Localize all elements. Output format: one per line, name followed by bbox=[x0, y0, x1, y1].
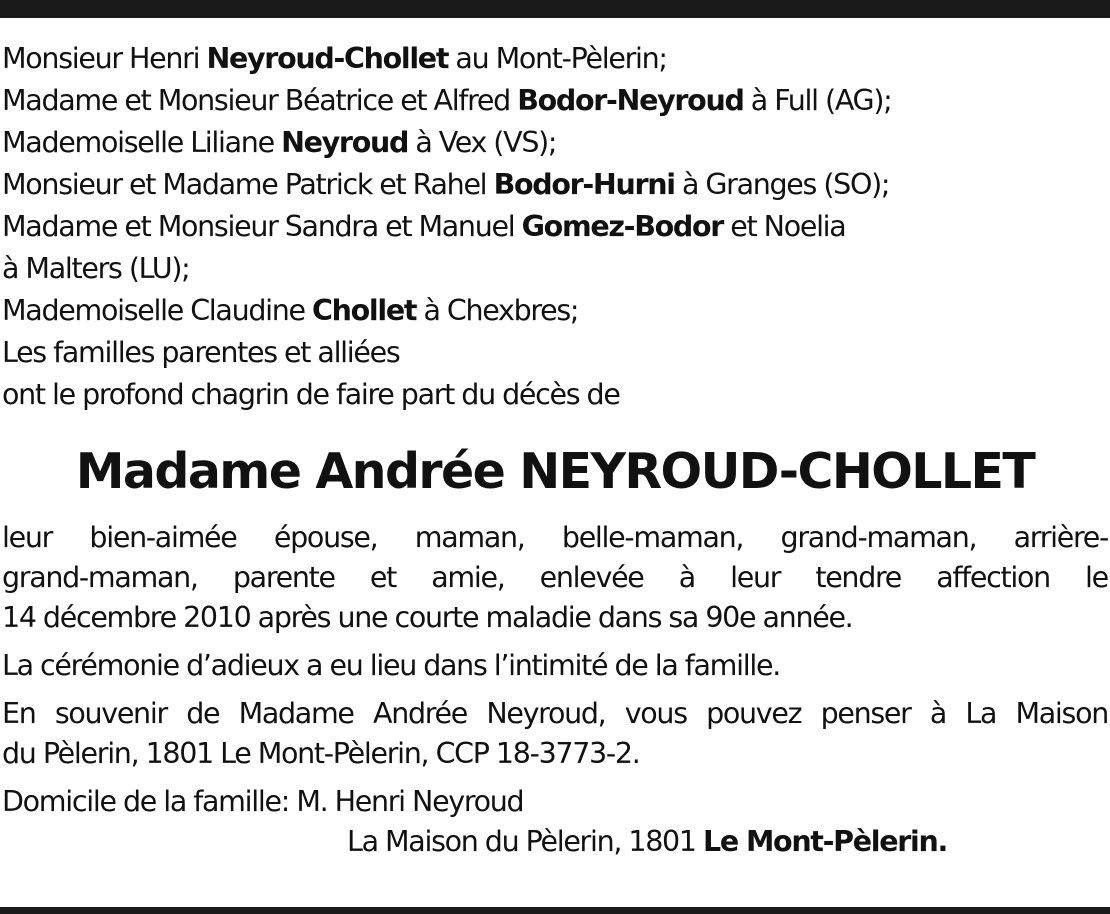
family-line-1 bbox=[2, 38, 1108, 80]
family-line-7-text: Mademoiselle Claudine bbox=[2, 294, 313, 327]
word: épouse, bbox=[273, 521, 378, 554]
family-line-2-text: Madame et Monsieur Béatrice et Alfred bbox=[2, 84, 518, 117]
family-line-5 bbox=[2, 206, 1108, 248]
family-line-1-location: au Mont-Pèlerin; bbox=[448, 42, 667, 75]
word: maman, bbox=[414, 521, 525, 554]
obituary-notice bbox=[2, 38, 1108, 862]
tribute-line-3: 14 décembre 2010 après une courte maladie dans sa 90e année. bbox=[2, 601, 853, 634]
word: Andrée bbox=[373, 697, 468, 730]
family-line-4-location: à Granges (SO); bbox=[674, 168, 890, 201]
family-line-6 bbox=[2, 248, 1108, 290]
word: souvenir bbox=[54, 697, 167, 730]
word: à bbox=[678, 561, 695, 594]
word: le bbox=[1085, 561, 1108, 594]
domicile-address: La Maison du Pèlerin, 1801 bbox=[347, 825, 703, 858]
word: grand-maman, bbox=[780, 521, 977, 554]
family-line-9 bbox=[2, 374, 1108, 416]
word: parente bbox=[232, 561, 335, 594]
domicile-line-1 bbox=[2, 782, 1108, 822]
word: Neyroud, bbox=[486, 697, 606, 730]
family-line-5-surname: Gomez-Bodor bbox=[521, 210, 724, 243]
tribute-paragraph bbox=[2, 518, 1108, 638]
word: bien-aimée bbox=[89, 521, 237, 554]
word: grand-maman, bbox=[2, 561, 198, 594]
family-line-3-surname: Neyroud bbox=[281, 126, 409, 159]
family-line-1-surname: Neyroud-Chollet bbox=[206, 42, 449, 75]
word: pouvez bbox=[706, 697, 802, 730]
top-border-rule bbox=[0, 0, 1110, 18]
family-line-7-location: à Chexbres; bbox=[416, 294, 579, 327]
word: leur bbox=[2, 521, 53, 554]
memorial-line-2: du Pèlerin, 1801 Le Mont-Pèlerin, CCP 18-3773-2. bbox=[2, 737, 640, 770]
bottom-border-rule bbox=[0, 907, 1110, 914]
family-line-3 bbox=[2, 122, 1108, 164]
word: à bbox=[929, 697, 947, 730]
word: et bbox=[369, 561, 397, 594]
word: de bbox=[186, 697, 220, 730]
word: tendre bbox=[815, 561, 902, 594]
domicile-contact-name: M. Henri Neyroud bbox=[296, 785, 524, 818]
family-line-3-text: Mademoiselle Liliane bbox=[2, 126, 282, 159]
family-line-4 bbox=[2, 164, 1108, 206]
ceremony-paragraph bbox=[2, 646, 1108, 686]
word: penser bbox=[820, 697, 911, 730]
domicile-locality: Le Mont-Pèlerin. bbox=[702, 825, 948, 858]
domicile-label: Domicile de la famille: bbox=[2, 785, 297, 818]
memorial-paragraph bbox=[2, 694, 1108, 774]
word: Maison bbox=[1015, 697, 1108, 730]
family-line-1-text: Monsieur Henri bbox=[2, 42, 207, 75]
tribute-line-2 bbox=[2, 558, 1108, 598]
family-domicile bbox=[2, 782, 1108, 862]
word: enlevée bbox=[539, 561, 644, 594]
family-line-9-text: ont le profond chagrin de faire part du décès de bbox=[2, 378, 620, 411]
family-line-4-surname: Bodor-Hurni bbox=[493, 168, 675, 201]
word: belle-maman, bbox=[561, 521, 744, 554]
family-line-2-location: à Full (AG); bbox=[743, 84, 892, 117]
domicile-line-2 bbox=[2, 822, 1108, 862]
deceased-name-heading: Madame Andrée NEYROUD-CHOLLET bbox=[75, 443, 1035, 500]
tribute-line-1 bbox=[2, 518, 1108, 558]
family-line-3-location: à Vex (VS); bbox=[408, 126, 557, 159]
family-line-8 bbox=[2, 332, 1108, 374]
family-line-2-surname: Bodor-Neyroud bbox=[517, 84, 744, 117]
ceremony-line: La cérémonie d’adieux a eu lieu dans l’intimité de la famille. bbox=[2, 649, 780, 682]
family-line-7-surname: Chollet bbox=[312, 294, 417, 327]
family-list bbox=[2, 38, 1108, 416]
word: vous bbox=[624, 697, 687, 730]
family-line-5-location: et Noelia bbox=[723, 210, 846, 243]
family-line-2 bbox=[2, 80, 1108, 122]
word: En bbox=[2, 697, 36, 730]
family-line-6-text: à Malters (LU); bbox=[2, 252, 190, 285]
word: La bbox=[965, 697, 997, 730]
family-line-5-text: Madame et Monsieur Sandra et Manuel bbox=[2, 210, 522, 243]
word: arrière- bbox=[1013, 521, 1108, 554]
family-line-7 bbox=[2, 290, 1108, 332]
word: amie, bbox=[431, 561, 505, 594]
family-line-4-text: Monsieur et Madame Patrick et Rahel bbox=[2, 168, 494, 201]
word: affection bbox=[936, 561, 1050, 594]
word: Madame bbox=[238, 697, 354, 730]
word: leur bbox=[730, 561, 781, 594]
memorial-line-1 bbox=[2, 694, 1108, 734]
family-line-8-text: Les familles parentes et alliées bbox=[2, 336, 400, 369]
